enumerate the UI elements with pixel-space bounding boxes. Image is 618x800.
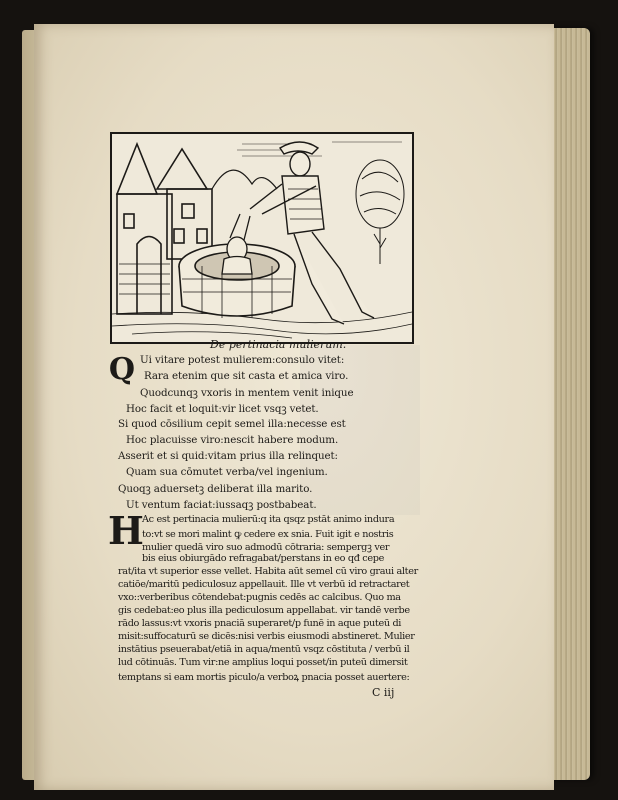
verse-line: Quoqꝫ aduersetꝫ deliberat illa marito. (118, 483, 313, 495)
decorated-initial-q: Q (108, 352, 136, 387)
verse-line: Hoc facit et loquit:vir licet vsqꝫ vetet. (126, 403, 319, 415)
verse-line: Ui vitare potest mulierem:consulo vitet: (140, 354, 345, 366)
prose-line: gis cedebat:eo plus illa pediculosum appellabat. vir tandē verbe (118, 605, 410, 616)
prose-line: misit:suffocaturū se dicēs:nisi verbis eiusmodi abstineret. Mulier (118, 631, 415, 642)
prose-line: catiōe/maritū pediculosuz appellauit. Ille vt verbū id retractaret (118, 579, 410, 590)
prose-line: bis eius obiurgādo refragabat/perstans in eo qđ cepe (142, 553, 384, 564)
signature-mark: C iij (372, 686, 395, 699)
page-block-edges (548, 28, 590, 780)
prose-line: vxo::verberibus cōtendebat:pugnis cedēs ac calcibus. Quo ma (118, 592, 401, 603)
prose-line: to:vt se mori malint ꝙ cedere ex snia. Fuit igit e nostris (142, 529, 394, 540)
prose-line: lud cōtinuās. Tum vir:ne amplius loqui posset/in puteū dimersit (118, 657, 408, 668)
verse-line: Quodcunqꝫ vxoris in mentem venit inique (140, 387, 354, 399)
verse-line: Asserit et si quid:vitam prius illa relinquet: (118, 450, 338, 462)
verse-line: Si quod cōsilium cepit semel illa:necesse est (118, 418, 346, 430)
section-heading: De pertinacia mulierum. (210, 338, 347, 351)
woodcut-drawing (112, 134, 412, 342)
verse-line: Rara etenim que sit casta et amica viro. (144, 370, 349, 382)
decorated-initial-h: H (108, 508, 144, 553)
prose-line: Ac est pertinacia mulierū:q ita qsqz pstāt animo indura (142, 514, 395, 525)
prose-line: instātius pseuerabat/etiā in aqua/mentū vsqz cōstituta / verbū il (118, 644, 410, 655)
verse-line: Hoc placuisse viro:nescit habere modum. (126, 434, 339, 446)
prose-line: temptans si eam mortis piculo/a verboꝝ pnacia posset auertere: (118, 672, 410, 683)
prose-line: rādo lassus:vt vxoris pnaciā superaret/p funē in aque puteū di (118, 618, 402, 629)
prose-line: rat/ita vt superior esse vellet. Habita aūt semel cū viro graui alter (118, 566, 418, 577)
woodcut-illustration (110, 132, 414, 344)
verse-line: Ut ventum faciat:iussaqꝫ postbabeat. (126, 499, 317, 511)
prose-line: mulier quedā viro suo admodū cōtraria: sempergꝫ ver (142, 542, 390, 553)
verse-line: Quam sua cōmutet verba/vel ingenium. (126, 466, 328, 478)
